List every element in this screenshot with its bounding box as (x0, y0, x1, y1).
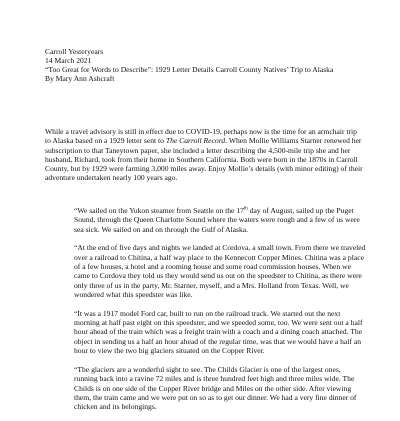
quote-paragraph-4: “The glaciers are a wonderful sight to see. The Childs Glacier is one of the largest ones, running back into a ravine 72 miles and is three hundred feet high and three miles wide. The Childs is on one side of the Copper River bridge and Miles on the other side. After viewing them, the train came and we were put on so as to get our dinner. We had a very fine dinner of chicken and its belongings. (74, 364, 357, 412)
ordinal-suffix: th (243, 206, 248, 212)
quote-paragraph-3: “It was a 1917 model Ford car, built to run on the railroad track. We started out the next morning at half past eight on this speedster, and we speeded some, too. We were sent out a half hour ahead of the train which was a freight train with a coach and a dining coach attached. The object in sending us a half an hour ahead of the regular time, was that we would have a half an hour to view the two big glaciers situated on the Copper River. (74, 308, 363, 356)
column-name: Carroll Yesteryears (45, 47, 104, 56)
article-title: “Too Great for Words to Describe”: 1929 Letter Details Carroll County Natives’ Trip to Alaska (45, 65, 334, 74)
article-header (45, 47, 375, 83)
intro-paragraph (45, 127, 363, 183)
quote-paragraph-1 (74, 206, 366, 234)
quote-1-text-a: “We sailed on the Yukon steamer from Seattle on the 17 (74, 206, 244, 215)
quote-1-text-b: day of August, sailed up the Puget Sound, through the Queen Charlotte Sound where the waters were rough and a few of us were sea sick. We sailed on and on through the Gulf of Alaska. (74, 206, 360, 234)
letter-quotes (74, 206, 366, 421)
article-date: 14 March 2021 (45, 56, 92, 65)
intro-text-1: While a travel advisory is still in effect due to COVID-19, perhaps now is the time for an armchair trip to Alaska based on a 1929 letter sent to (45, 127, 357, 146)
publication-name: The Carroll Record (165, 136, 226, 146)
quote-paragraph-2: “At the end of five days and nights we landed at Cordova, a small town. From there we traveled over a railroad to Chitina, a half way place to the Kennecott Copper Mines. Chitina was a place of a few houses, a hotel and a rooming house and some road commission houses. When we came to Cordova they told us they would send us out on the speedster to Chitina, as there were only three of us in the party, Mr. Starner, myself, and a Mrs. Holland from Texas. Well, we wondered what this speedster was like. (74, 243, 366, 299)
article-byline: By Mary Ann Ashcraft (45, 74, 115, 83)
intro-text-2: . When Mollie Williams Starner renewed her subscription to that Taneytown paper, she included a letter describing the 4,500-mile trip she and her husband, Richard, took from their home in Southern California. Both were born in the 1870s in Carroll County, but by 1929 were farming 3,000 miles away. Enjoy Mollie’s details (with minor editing) of their adventure undertaken nearly 100 years ago. (45, 136, 363, 183)
